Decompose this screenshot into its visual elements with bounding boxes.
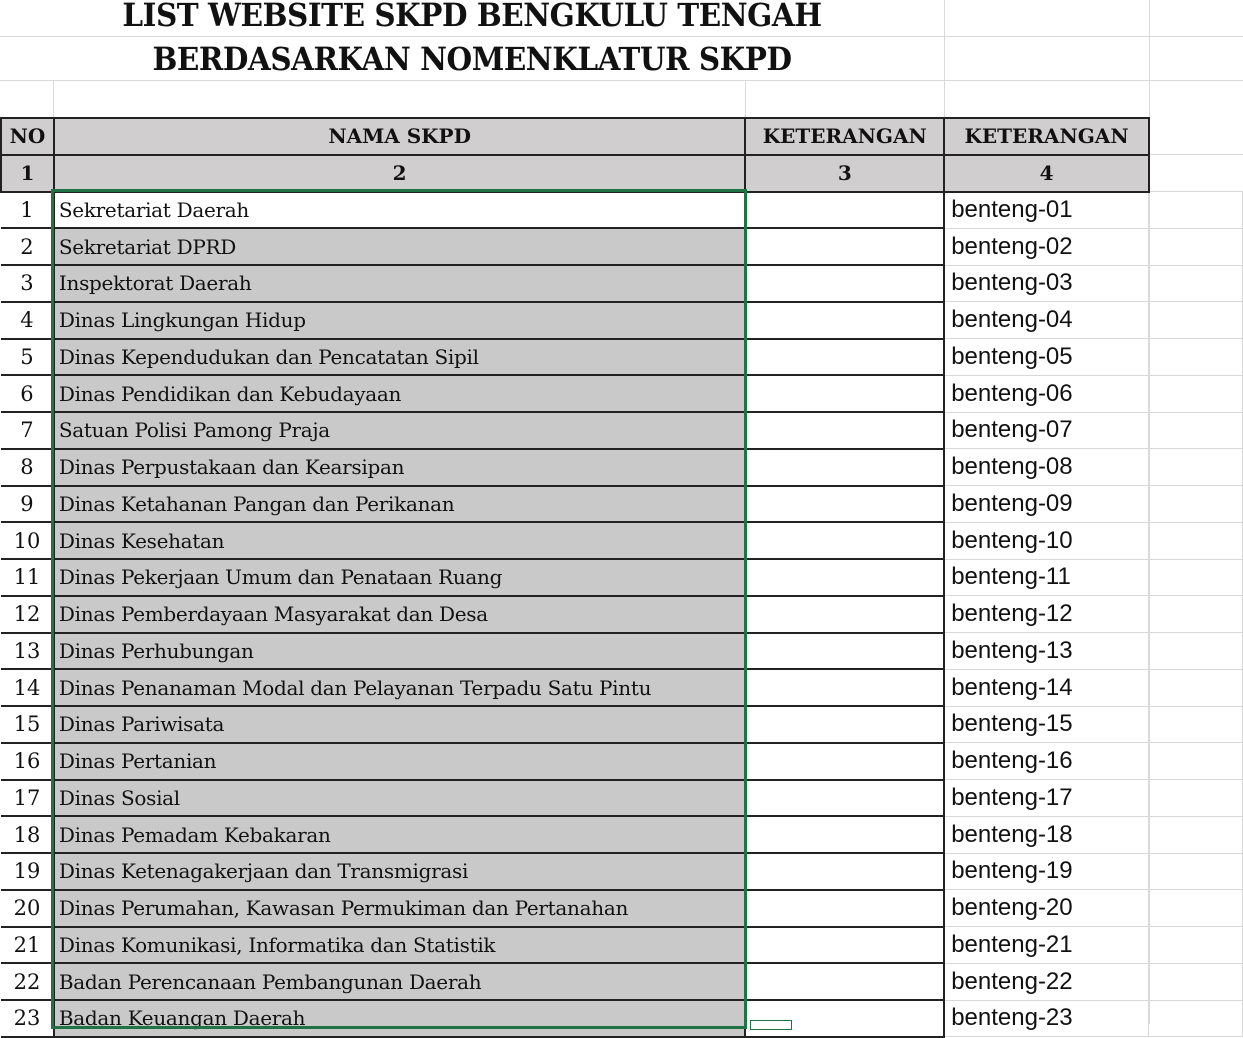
empty-cell[interactable] bbox=[1149, 412, 1243, 449]
skpd-table bbox=[0, 117, 1243, 1038]
table-row bbox=[1, 522, 1243, 559]
keterangan-cell[interactable] bbox=[745, 339, 944, 376]
no-cell[interactable]: 11 bbox=[1, 559, 54, 596]
kode-cell[interactable]: benteng-03 bbox=[944, 265, 1149, 302]
table-row bbox=[1, 669, 1243, 706]
header-keterangan-2[interactable]: KETERANGAN bbox=[944, 118, 1149, 155]
colnum-4[interactable]: 4 bbox=[944, 155, 1149, 192]
keterangan-cell[interactable] bbox=[745, 890, 944, 927]
keterangan-cell[interactable] bbox=[745, 633, 944, 670]
no-cell[interactable]: 2 bbox=[1, 228, 54, 265]
gridline bbox=[745, 80, 746, 117]
empty-cell[interactable] bbox=[1149, 449, 1243, 486]
nama-skpd-cell[interactable]: Badan Perencanaan Pembangunan Daerah bbox=[54, 963, 745, 1000]
no-cell[interactable]: 18 bbox=[1, 816, 54, 853]
kode-cell[interactable]: benteng-05 bbox=[944, 339, 1149, 376]
nama-skpd-cell[interactable]: Dinas Penanaman Modal dan Pelayanan Terpadu Satu Pintu bbox=[54, 669, 745, 706]
gridline bbox=[0, 36, 1243, 37]
no-cell[interactable]: 22 bbox=[1, 963, 54, 1000]
table-row bbox=[1, 265, 1243, 302]
colnum-1[interactable]: 1 bbox=[1, 155, 54, 192]
column-number-row bbox=[1, 155, 1243, 192]
no-cell[interactable]: 3 bbox=[1, 265, 54, 302]
nama-skpd-cell[interactable]: Badan Keuangan Daerah bbox=[54, 1000, 745, 1037]
empty-cell[interactable] bbox=[1149, 743, 1243, 780]
table-row bbox=[1, 706, 1243, 743]
nama-skpd-cell[interactable]: Dinas Pertanian bbox=[54, 743, 745, 780]
kode-cell[interactable]: benteng-21 bbox=[944, 927, 1149, 964]
no-cell[interactable]: 15 bbox=[1, 706, 54, 743]
colnum-3[interactable]: 3 bbox=[745, 155, 944, 192]
sheet-title: LIST WEBSITE SKPD BENGKULU TENGAH bbox=[122, 0, 822, 34]
table-row bbox=[1, 449, 1243, 486]
keterangan-cell[interactable] bbox=[745, 412, 944, 449]
nama-skpd-cell[interactable]: Dinas Ketahanan Pangan dan Perikanan bbox=[54, 486, 745, 523]
nama-skpd-cell[interactable]: Sekretariat Daerah bbox=[54, 192, 745, 229]
nama-skpd-cell[interactable]: Dinas Pemadam Kebakaran bbox=[54, 816, 745, 853]
empty-cell[interactable] bbox=[1149, 155, 1243, 192]
table-row bbox=[1, 559, 1243, 596]
no-cell[interactable]: 7 bbox=[1, 412, 54, 449]
no-cell[interactable]: 21 bbox=[1, 927, 54, 964]
nama-skpd-cell[interactable]: Dinas Pendidikan dan Kebudayaan bbox=[54, 375, 745, 412]
kode-cell[interactable]: benteng-09 bbox=[944, 486, 1149, 523]
no-cell[interactable]: 19 bbox=[1, 853, 54, 890]
keterangan-cell[interactable] bbox=[745, 522, 944, 559]
header-nama-skpd[interactable]: NAMA SKPD bbox=[54, 118, 745, 155]
table-row bbox=[1, 633, 1243, 670]
no-cell[interactable]: 4 bbox=[1, 302, 54, 339]
nama-skpd-cell[interactable]: Sekretariat DPRD bbox=[54, 228, 745, 265]
kode-cell[interactable]: benteng-13 bbox=[944, 633, 1149, 670]
keterangan-cell[interactable] bbox=[745, 228, 944, 265]
quick-analysis-button[interactable] bbox=[750, 1020, 792, 1030]
keterangan-cell[interactable] bbox=[745, 375, 944, 412]
header-keterangan-1[interactable]: KETERANGAN bbox=[745, 118, 944, 155]
keterangan-cell[interactable] bbox=[745, 449, 944, 486]
table-row bbox=[1, 302, 1243, 339]
keterangan-cell[interactable] bbox=[745, 669, 944, 706]
empty-cell[interactable] bbox=[1149, 265, 1243, 302]
empty-cell[interactable] bbox=[1149, 963, 1243, 1000]
table-row bbox=[1, 596, 1243, 633]
table-row bbox=[1, 192, 1243, 229]
gridline bbox=[944, 0, 945, 117]
no-cell[interactable]: 16 bbox=[1, 743, 54, 780]
kode-cell[interactable]: benteng-14 bbox=[944, 669, 1149, 706]
no-cell[interactable]: 17 bbox=[1, 780, 54, 817]
nama-skpd-cell[interactable]: Satuan Polisi Pamong Praja bbox=[54, 412, 745, 449]
empty-cell[interactable] bbox=[1149, 669, 1243, 706]
table-row bbox=[1, 486, 1243, 523]
nama-skpd-cell[interactable]: Dinas Komunikasi, Informatika dan Statistik bbox=[54, 927, 745, 964]
gridline bbox=[0, 80, 1243, 81]
no-cell[interactable]: 8 bbox=[1, 449, 54, 486]
keterangan-cell[interactable] bbox=[745, 486, 944, 523]
table-row bbox=[1, 927, 1243, 964]
empty-cell[interactable] bbox=[1149, 927, 1243, 964]
no-cell[interactable]: 20 bbox=[1, 890, 54, 927]
no-cell[interactable]: 23 bbox=[1, 1000, 54, 1037]
empty-cell[interactable] bbox=[1149, 375, 1243, 412]
nama-skpd-cell[interactable]: Dinas Pekerjaan Umum dan Penataan Ruang bbox=[54, 559, 745, 596]
keterangan-cell[interactable] bbox=[745, 963, 944, 1000]
kode-cell[interactable]: benteng-10 bbox=[944, 522, 1149, 559]
empty-cell[interactable] bbox=[1149, 559, 1243, 596]
keterangan-cell[interactable] bbox=[745, 559, 944, 596]
keterangan-cell[interactable] bbox=[745, 853, 944, 890]
no-cell[interactable]: 5 bbox=[1, 339, 54, 376]
nama-skpd-cell[interactable]: Dinas Perpustakaan dan Kearsipan bbox=[54, 449, 745, 486]
keterangan-cell[interactable] bbox=[745, 743, 944, 780]
no-cell[interactable]: 10 bbox=[1, 522, 54, 559]
empty-cell[interactable] bbox=[1149, 706, 1243, 743]
header-row bbox=[1, 118, 1243, 155]
colnum-2[interactable]: 2 bbox=[54, 155, 745, 192]
keterangan-cell[interactable] bbox=[745, 816, 944, 853]
empty-cell[interactable] bbox=[1149, 118, 1243, 155]
empty-cell[interactable] bbox=[1149, 228, 1243, 265]
table-row bbox=[1, 339, 1243, 376]
table-row bbox=[1, 816, 1243, 853]
empty-cell[interactable] bbox=[1149, 853, 1243, 890]
keterangan-cell[interactable] bbox=[745, 596, 944, 633]
kode-cell[interactable]: benteng-16 bbox=[944, 743, 1149, 780]
kode-cell[interactable]: benteng-17 bbox=[944, 780, 1149, 817]
empty-cell[interactable] bbox=[1149, 486, 1243, 523]
nama-skpd-cell[interactable]: Dinas Sosial bbox=[54, 780, 745, 817]
kode-cell[interactable]: benteng-04 bbox=[944, 302, 1149, 339]
table-row bbox=[1, 780, 1243, 817]
empty-cell[interactable] bbox=[1149, 192, 1243, 229]
kode-cell[interactable]: benteng-22 bbox=[944, 963, 1149, 1000]
keterangan-cell[interactable] bbox=[745, 265, 944, 302]
kode-cell[interactable]: benteng-06 bbox=[944, 375, 1149, 412]
nama-skpd-cell[interactable]: Dinas Kependudukan dan Pencatatan Sipil bbox=[54, 339, 745, 376]
table-row bbox=[1, 412, 1243, 449]
no-cell[interactable]: 14 bbox=[1, 669, 54, 706]
empty-cell[interactable] bbox=[1149, 816, 1243, 853]
nama-skpd-cell[interactable]: Dinas Pariwisata bbox=[54, 706, 745, 743]
no-cell[interactable]: 6 bbox=[1, 375, 54, 412]
nama-skpd-cell[interactable]: Dinas Ketenagakerjaan dan Transmigrasi bbox=[54, 853, 745, 890]
sheet-subtitle: BERDASARKAN NOMENKLATUR SKPD bbox=[152, 40, 792, 78]
table-row bbox=[1, 375, 1243, 412]
kode-cell[interactable]: benteng-07 bbox=[944, 412, 1149, 449]
header-no[interactable]: NO bbox=[1, 118, 54, 155]
empty-cell[interactable] bbox=[1149, 1000, 1243, 1037]
nama-skpd-cell[interactable]: Dinas Kesehatan bbox=[54, 522, 745, 559]
table-row bbox=[1, 1000, 1243, 1037]
nama-skpd-cell[interactable]: Inspektorat Daerah bbox=[54, 265, 745, 302]
no-cell[interactable]: 12 bbox=[1, 596, 54, 633]
kode-cell[interactable]: benteng-11 bbox=[944, 559, 1149, 596]
table-row bbox=[1, 963, 1243, 1000]
nama-skpd-cell[interactable]: Dinas Lingkungan Hidup bbox=[54, 302, 745, 339]
kode-cell[interactable]: benteng-15 bbox=[944, 706, 1149, 743]
keterangan-cell[interactable] bbox=[745, 1000, 944, 1037]
keterangan-cell[interactable] bbox=[745, 780, 944, 817]
keterangan-cell[interactable] bbox=[745, 302, 944, 339]
no-cell[interactable]: 13 bbox=[1, 633, 54, 670]
gridline bbox=[53, 80, 54, 117]
kode-cell[interactable]: benteng-18 bbox=[944, 816, 1149, 853]
no-cell[interactable]: 1 bbox=[1, 192, 54, 229]
kode-cell[interactable]: benteng-19 bbox=[944, 853, 1149, 890]
no-cell[interactable]: 9 bbox=[1, 486, 54, 523]
nama-skpd-cell[interactable]: Dinas Perhubungan bbox=[54, 633, 745, 670]
empty-cell[interactable] bbox=[1149, 302, 1243, 339]
table-row bbox=[1, 743, 1243, 780]
table-row bbox=[1, 890, 1243, 927]
nama-skpd-cell[interactable]: Dinas Perumahan, Kawasan Permukiman dan Pertanahan bbox=[54, 890, 745, 927]
keterangan-cell[interactable] bbox=[745, 927, 944, 964]
empty-cell[interactable] bbox=[1149, 339, 1243, 376]
kode-cell[interactable]: benteng-02 bbox=[944, 228, 1149, 265]
empty-cell[interactable] bbox=[1149, 596, 1243, 633]
table-row bbox=[1, 228, 1243, 265]
empty-cell[interactable] bbox=[1149, 633, 1243, 670]
kode-cell[interactable]: benteng-08 bbox=[944, 449, 1149, 486]
kode-cell[interactable]: benteng-20 bbox=[944, 890, 1149, 927]
empty-cell[interactable] bbox=[1149, 522, 1243, 559]
keterangan-cell[interactable] bbox=[745, 192, 944, 229]
keterangan-cell[interactable] bbox=[745, 706, 944, 743]
kode-cell[interactable]: benteng-12 bbox=[944, 596, 1149, 633]
empty-cell[interactable] bbox=[1149, 890, 1243, 927]
nama-skpd-cell[interactable]: Dinas Pemberdayaan Masyarakat dan Desa bbox=[54, 596, 745, 633]
empty-cell[interactable] bbox=[1149, 780, 1243, 817]
kode-cell[interactable]: benteng-23 bbox=[944, 1000, 1149, 1037]
table-row bbox=[1, 853, 1243, 890]
kode-cell[interactable]: benteng-01 bbox=[944, 192, 1149, 229]
